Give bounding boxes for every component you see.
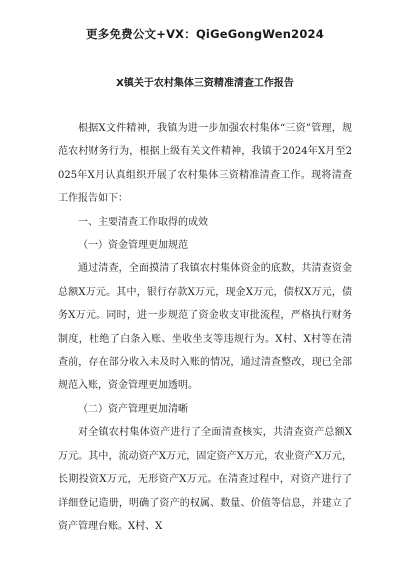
subsection-heading-1: （一）资金管理更加规范 bbox=[78, 240, 188, 252]
document-title: X镇关于农村集体三资精准清查工作报告 bbox=[116, 78, 294, 89]
intro-paragraph: 根据X文件精神，我镇为进一步加强农村集体“三资”管理，规范农村财务行为，根据上级有关文件精神，我镇于2024年X月至2025年X月认真组织开展了农村集体三资精准清查工作。现将清查工作报告如下： bbox=[58, 123, 352, 205]
subsection-body-2: 对全镇农村集体资产进行了全面清查核实，共清查资产总额X万元。其中，流动资产X万元，固定资产X万元，农业资产X万元，长期投资X万元，无形资产X万元。在清查过程中，对资产进行了详细登记造册，明确了资产的权属、数量、价值等信息，并建立了资产管理台账。X村、X bbox=[58, 427, 352, 532]
section-heading-1: 一、主要清查工作取得的成效 bbox=[78, 216, 208, 228]
subsection-heading-2: （二）资产管理更加清晰 bbox=[78, 403, 188, 415]
watermark-header: 更多免费公文+VX：QiGeGongWen2024 bbox=[86, 27, 324, 41]
subsection-body-1: 通过清查，全面摸清了我镇农村集体资金的底数，共清查资金总额X万元。其中，银行存款X万元，现金X万元，债权X万元，债务X万元。同时，进一步规范了资金收支审批流程，严格执行财务制度，杜绝了白条入账、坐收坐支等违规行为。X村、X村等在清查前，存在部分收入未及时入账的情况，通过清查整改，现已全部规范入账，资金管理更加透明。 bbox=[58, 263, 352, 392]
